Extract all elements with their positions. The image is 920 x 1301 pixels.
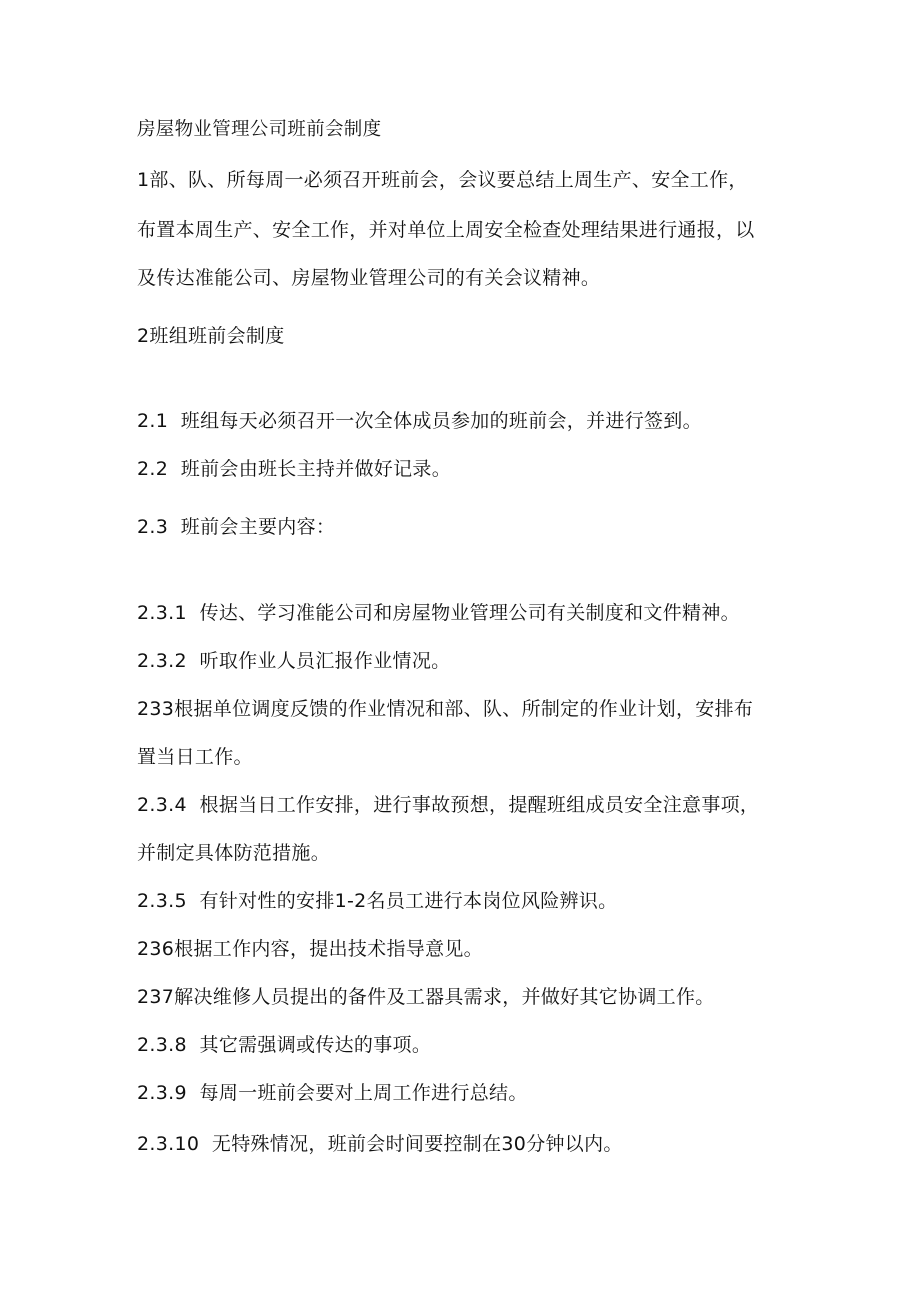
paragraph-line: 2.3.10 无特殊情况，班前会时间要控制在30分钟以内。: [137, 1133, 623, 1155]
paragraph-line: 2.1 班组每天必须召开一次全体成员参加的班前会，并进行签到。: [137, 410, 702, 432]
paragraph-line: 2.3.1 传达、学习准能公司和房屋物业管理公司有关制度和文件精神。: [137, 602, 740, 624]
paragraph-line: 1部、队、所每周一必须召开班前会，会议要总结上周生产、安全工作，: [137, 169, 748, 191]
paragraph-line: 2.2 班前会由班长主持并做好记录。: [137, 458, 451, 480]
paragraph-line: 237解决维修人员提出的备件及工器具需求，并做好其它协调工作。: [137, 986, 715, 1008]
paragraph-line: 233根据单位调度反馈的作业情况和部、队、所制定的作业计划，安排布: [137, 698, 754, 720]
paragraph-line: 2.3.9 每周一班前会要对上周工作进行总结。: [137, 1082, 528, 1104]
paragraph-line: 2.3.4 根据当日工作安排，进行事故预想，提醒班组成员安全注意事项，: [137, 794, 760, 816]
paragraph-line: 2.3.5 有针对性的安排1-2名员工进行本岗位风险辨识。: [137, 890, 618, 912]
paragraph-line: 并制定具体防范措施。: [137, 842, 331, 864]
paragraph-line: 2.3 班前会主要内容：: [137, 516, 336, 538]
paragraph-line: 2.3.8 其它需强调或传达的事项。: [137, 1034, 432, 1056]
paragraph-line: 236根据工作内容，提出技术指导意见。: [137, 938, 483, 960]
document-title: 房屋物业管理公司班前会制度: [137, 119, 382, 140]
paragraph-line: 及传达准能公司、房屋物业管理公司的有关会议精神。: [137, 267, 601, 289]
section-heading: 2班组班前会制度: [137, 325, 285, 347]
paragraph-line: 2.3.2 听取作业人员汇报作业情况。: [137, 650, 451, 672]
paragraph-line: 置当日工作。: [137, 746, 253, 768]
paragraph-line: 布置本周生产、安全工作，并对单位上周安全检查处理结果进行通报，以: [137, 219, 755, 241]
